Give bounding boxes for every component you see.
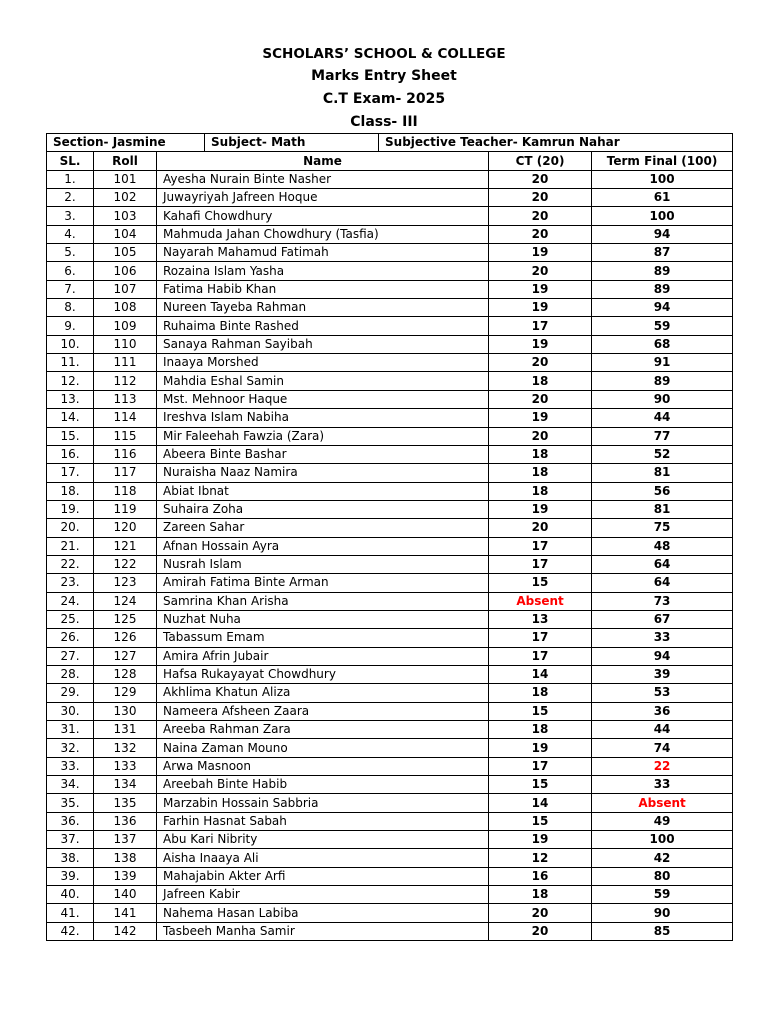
table-row	[47, 189, 733, 207]
ct-cell: 15	[489, 574, 592, 592]
roll-cell: 116	[94, 445, 157, 463]
col-ct-header: CT (20)	[489, 152, 592, 170]
table-row	[47, 354, 733, 372]
tf-cell: 59	[592, 317, 733, 335]
sl-cell: 18.	[47, 482, 94, 500]
name-cell: Juwayriyah Jafreen Hoque	[157, 189, 489, 207]
name-cell: Akhlima Khatun Aliza	[157, 684, 489, 702]
name-cell: Samrina Khan Arisha	[157, 592, 489, 610]
tf-cell: 44	[592, 721, 733, 739]
tf-cell: 81	[592, 464, 733, 482]
sl-cell: 1.	[47, 170, 94, 188]
tf-cell: 49	[592, 812, 733, 830]
table-row	[47, 207, 733, 225]
ct-cell: 14	[489, 794, 592, 812]
table-row	[47, 647, 733, 665]
sl-cell: 40.	[47, 886, 94, 904]
roll-cell: 124	[94, 592, 157, 610]
roll-cell: 142	[94, 922, 157, 940]
tf-cell: 94	[592, 225, 733, 243]
table-row	[47, 519, 733, 537]
ct-cell: 19	[489, 831, 592, 849]
name-cell: Tabassum Emam	[157, 629, 489, 647]
roll-cell: 132	[94, 739, 157, 757]
table-row	[47, 629, 733, 647]
class-title: Class- III	[350, 114, 418, 130]
table-row	[47, 757, 733, 775]
sl-cell: 3.	[47, 207, 94, 225]
ct-cell: 15	[489, 702, 592, 720]
name-cell: Fatima Habib Khan	[157, 280, 489, 298]
tf-cell: 87	[592, 244, 733, 262]
name-cell: Kahafi Chowdhury	[157, 207, 489, 225]
ct-cell: 20	[489, 427, 592, 445]
ct-cell: 19	[489, 500, 592, 518]
meta-row	[47, 134, 733, 152]
name-cell: Areebah Binte Habib	[157, 776, 489, 794]
tf-cell: 94	[592, 299, 733, 317]
name-cell: Nayarah Mahamud Fatimah	[157, 244, 489, 262]
marks-table	[46, 133, 733, 941]
roll-cell: 137	[94, 831, 157, 849]
ct-cell: 15	[489, 776, 592, 794]
tf-cell: 48	[592, 537, 733, 555]
roll-cell: 118	[94, 482, 157, 500]
ct-cell: 20	[489, 390, 592, 408]
sl-cell: 8.	[47, 299, 94, 317]
tf-cell: 100	[592, 831, 733, 849]
tf-cell: 94	[592, 647, 733, 665]
name-cell: Aisha Inaaya Ali	[157, 849, 489, 867]
tf-cell: 53	[592, 684, 733, 702]
tf-cell: 67	[592, 610, 733, 628]
roll-cell: 115	[94, 427, 157, 445]
tf-cell: 39	[592, 665, 733, 683]
tf-cell: 100	[592, 207, 733, 225]
name-cell: Areeba Rahman Zara	[157, 721, 489, 739]
tf-cell: 36	[592, 702, 733, 720]
sl-cell: 15.	[47, 427, 94, 445]
roll-cell: 133	[94, 757, 157, 775]
tf-cell: 64	[592, 555, 733, 573]
table-row	[47, 849, 733, 867]
sl-cell: 6.	[47, 262, 94, 280]
tf-cell: 61	[592, 189, 733, 207]
roll-cell: 140	[94, 886, 157, 904]
name-cell: Sanaya Rahman Sayibah	[157, 335, 489, 353]
name-cell: Inaaya Morshed	[157, 354, 489, 372]
sl-cell: 39.	[47, 867, 94, 885]
ct-cell: 12	[489, 849, 592, 867]
roll-cell: 102	[94, 189, 157, 207]
roll-cell: 128	[94, 665, 157, 683]
ct-cell: 20	[489, 904, 592, 922]
roll-cell: 112	[94, 372, 157, 390]
name-cell: Mahajabin Akter Arfi	[157, 867, 489, 885]
table-row	[47, 922, 733, 940]
tf-cell: 90	[592, 390, 733, 408]
table-row	[47, 500, 733, 518]
ct-cell: 18	[489, 464, 592, 482]
table-row	[47, 225, 733, 243]
tf-cell: 52	[592, 445, 733, 463]
tf-cell: 89	[592, 372, 733, 390]
name-cell: Tasbeeh Manha Samir	[157, 922, 489, 940]
roll-cell: 109	[94, 317, 157, 335]
roll-cell: 104	[94, 225, 157, 243]
table-row	[47, 280, 733, 298]
ct-cell: 18	[489, 482, 592, 500]
name-cell: Ireshva Islam Nabiha	[157, 409, 489, 427]
sl-cell: 12.	[47, 372, 94, 390]
roll-cell: 123	[94, 574, 157, 592]
subject-cell: Subject- Math	[205, 134, 379, 152]
sl-cell: 2.	[47, 189, 94, 207]
table-row	[47, 794, 733, 812]
name-cell: Ayesha Nurain Binte Nasher	[157, 170, 489, 188]
tf-cell: 56	[592, 482, 733, 500]
exam-title: C.T Exam- 2025	[322, 91, 446, 107]
sl-cell: 34.	[47, 776, 94, 794]
tf-cell: 80	[592, 867, 733, 885]
table-row	[47, 574, 733, 592]
roll-cell: 134	[94, 776, 157, 794]
ct-cell: 17	[489, 555, 592, 573]
sl-cell: 13.	[47, 390, 94, 408]
name-cell: Suhaira Zoha	[157, 500, 489, 518]
table-row	[47, 592, 733, 610]
sl-cell: 23.	[47, 574, 94, 592]
table-row	[47, 409, 733, 427]
school-name: SCHOLARS’ SCHOOL & COLLEGE	[262, 46, 506, 62]
col-name-header: Name	[157, 152, 489, 170]
tf-cell: 68	[592, 335, 733, 353]
roll-cell: 138	[94, 849, 157, 867]
roll-cell: 114	[94, 409, 157, 427]
roll-cell: 101	[94, 170, 157, 188]
roll-cell: 120	[94, 519, 157, 537]
name-cell: Arwa Masnoon	[157, 757, 489, 775]
name-cell: Farhin Hasnat Sabah	[157, 812, 489, 830]
table-row	[47, 262, 733, 280]
name-cell: Nuzhat Nuha	[157, 610, 489, 628]
table-row	[47, 665, 733, 683]
ct-cell: 17	[489, 757, 592, 775]
roll-cell: 103	[94, 207, 157, 225]
section-cell: Section- Jasmine	[47, 134, 205, 152]
roll-cell: 117	[94, 464, 157, 482]
sl-cell: 27.	[47, 647, 94, 665]
table-row	[47, 886, 733, 904]
sl-cell: 33.	[47, 757, 94, 775]
ct-cell: 13	[489, 610, 592, 628]
sl-cell: 20.	[47, 519, 94, 537]
table-row	[47, 867, 733, 885]
table-row	[47, 537, 733, 555]
name-cell: Naina Zaman Mouno	[157, 739, 489, 757]
table-row	[47, 372, 733, 390]
table-row	[47, 427, 733, 445]
tf-cell: 81	[592, 500, 733, 518]
roll-cell: 141	[94, 904, 157, 922]
sl-cell: 5.	[47, 244, 94, 262]
sl-cell: 22.	[47, 555, 94, 573]
sl-cell: 4.	[47, 225, 94, 243]
roll-cell: 110	[94, 335, 157, 353]
tf-cell: 100	[592, 170, 733, 188]
name-cell: Nureen Tayeba Rahman	[157, 299, 489, 317]
sl-cell: 11.	[47, 354, 94, 372]
teacher-cell: Subjective Teacher- Kamrun Nahar	[379, 134, 733, 152]
sl-cell: 36.	[47, 812, 94, 830]
ct-cell: 20	[489, 225, 592, 243]
table-row	[47, 482, 733, 500]
tf-cell: 42	[592, 849, 733, 867]
name-cell: Amirah Fatima Binte Arman	[157, 574, 489, 592]
name-cell: Abiat Ibnat	[157, 482, 489, 500]
roll-cell: 122	[94, 555, 157, 573]
roll-cell: 108	[94, 299, 157, 317]
ct-cell: 19	[489, 299, 592, 317]
sl-cell: 28.	[47, 665, 94, 683]
ct-cell: 20	[489, 922, 592, 940]
ct-cell: 20	[489, 262, 592, 280]
table-row	[47, 335, 733, 353]
roll-cell: 113	[94, 390, 157, 408]
roll-cell: 126	[94, 629, 157, 647]
name-cell: Amira Afrin Jubair	[157, 647, 489, 665]
name-cell: Abeera Binte Bashar	[157, 445, 489, 463]
table-row	[47, 390, 733, 408]
sl-cell: 21.	[47, 537, 94, 555]
sl-cell: 7.	[47, 280, 94, 298]
ct-cell: 15	[489, 812, 592, 830]
name-cell: Nameera Afsheen Zaara	[157, 702, 489, 720]
table-row	[47, 812, 733, 830]
name-cell: Jafreen Kabir	[157, 886, 489, 904]
ct-cell: 20	[489, 519, 592, 537]
ct-cell: 18	[489, 372, 592, 390]
table-row	[47, 464, 733, 482]
name-cell: Zareen Sahar	[157, 519, 489, 537]
roll-cell: 121	[94, 537, 157, 555]
sl-cell: 32.	[47, 739, 94, 757]
name-cell: Mahdia Eshal Samin	[157, 372, 489, 390]
ct-cell: 17	[489, 317, 592, 335]
roll-cell: 130	[94, 702, 157, 720]
col-roll-header: Roll	[94, 152, 157, 170]
ct-cell: 18	[489, 721, 592, 739]
sheet-title: Marks Entry Sheet	[311, 68, 457, 84]
table-row	[47, 684, 733, 702]
tf-cell: 33	[592, 776, 733, 794]
tf-cell: 85	[592, 922, 733, 940]
table-row	[47, 244, 733, 262]
sl-cell: 31.	[47, 721, 94, 739]
table-row	[47, 776, 733, 794]
ct-cell: 19	[489, 335, 592, 353]
table-row	[47, 170, 733, 188]
sl-cell: 24.	[47, 592, 94, 610]
table-row	[47, 317, 733, 335]
roll-cell: 125	[94, 610, 157, 628]
ct-cell: 17	[489, 629, 592, 647]
sl-cell: 30.	[47, 702, 94, 720]
roll-cell: 105	[94, 244, 157, 262]
tf-cell: 77	[592, 427, 733, 445]
table-row	[47, 904, 733, 922]
name-cell: Mir Faleehah Fawzia (Zara)	[157, 427, 489, 445]
sl-cell: 19.	[47, 500, 94, 518]
tf-cell: Absent	[592, 794, 733, 812]
name-cell: Abu Kari Nibrity	[157, 831, 489, 849]
roll-cell: 136	[94, 812, 157, 830]
name-cell: Nusrah Islam	[157, 555, 489, 573]
tf-cell: 33	[592, 629, 733, 647]
sl-cell: 25.	[47, 610, 94, 628]
ct-cell: 16	[489, 867, 592, 885]
name-cell: Nuraisha Naaz Namira	[157, 464, 489, 482]
tf-cell: 73	[592, 592, 733, 610]
ct-cell: 20	[489, 207, 592, 225]
roll-cell: 119	[94, 500, 157, 518]
tf-cell: 91	[592, 354, 733, 372]
col-tf-header: Term Final (100)	[592, 152, 733, 170]
table-row	[47, 299, 733, 317]
ct-cell: 20	[489, 170, 592, 188]
tf-cell: 89	[592, 262, 733, 280]
ct-cell: 18	[489, 445, 592, 463]
roll-cell: 131	[94, 721, 157, 739]
sl-cell: 16.	[47, 445, 94, 463]
roll-cell: 129	[94, 684, 157, 702]
tf-cell: 44	[592, 409, 733, 427]
name-cell: Mahmuda Jahan Chowdhury (Tasfia)	[157, 225, 489, 243]
ct-cell: 18	[489, 684, 592, 702]
ct-cell: 14	[489, 665, 592, 683]
sl-cell: 41.	[47, 904, 94, 922]
sl-cell: 14.	[47, 409, 94, 427]
sl-cell: 35.	[47, 794, 94, 812]
sl-cell: 29.	[47, 684, 94, 702]
table-row	[47, 831, 733, 849]
roll-cell: 111	[94, 354, 157, 372]
name-cell: Marzabin Hossain Sabbria	[157, 794, 489, 812]
tf-cell: 89	[592, 280, 733, 298]
sl-cell: 38.	[47, 849, 94, 867]
sl-cell: 17.	[47, 464, 94, 482]
table-row	[47, 445, 733, 463]
table-row	[47, 721, 733, 739]
ct-cell: 17	[489, 537, 592, 555]
sl-cell: 42.	[47, 922, 94, 940]
sl-cell: 9.	[47, 317, 94, 335]
name-cell: Afnan Hossain Ayra	[157, 537, 489, 555]
roll-cell: 127	[94, 647, 157, 665]
table-row	[47, 739, 733, 757]
column-header-row	[47, 152, 733, 170]
ct-cell: 20	[489, 354, 592, 372]
roll-cell: 106	[94, 262, 157, 280]
ct-cell: 17	[489, 647, 592, 665]
tf-cell: 22	[592, 757, 733, 775]
roll-cell: 139	[94, 867, 157, 885]
ct-cell: 20	[489, 189, 592, 207]
tf-cell: 75	[592, 519, 733, 537]
roll-cell: 135	[94, 794, 157, 812]
ct-cell: 18	[489, 886, 592, 904]
name-cell: Mst. Mehnoor Haque	[157, 390, 489, 408]
table-row	[47, 555, 733, 573]
name-cell: Hafsa Rukayayat Chowdhury	[157, 665, 489, 683]
ct-cell: 19	[489, 280, 592, 298]
ct-cell: 19	[489, 244, 592, 262]
tf-cell: 64	[592, 574, 733, 592]
table-row	[47, 702, 733, 720]
col-sl-header: SL.	[47, 152, 94, 170]
tf-cell: 74	[592, 739, 733, 757]
roll-cell: 107	[94, 280, 157, 298]
ct-cell: Absent	[489, 592, 592, 610]
sl-cell: 37.	[47, 831, 94, 849]
ct-cell: 19	[489, 409, 592, 427]
name-cell: Rozaina Islam Yasha	[157, 262, 489, 280]
name-cell: Nahema Hasan Labiba	[157, 904, 489, 922]
name-cell: Ruhaima Binte Rashed	[157, 317, 489, 335]
table-row	[47, 610, 733, 628]
sl-cell: 26.	[47, 629, 94, 647]
tf-cell: 90	[592, 904, 733, 922]
ct-cell: 19	[489, 739, 592, 757]
sl-cell: 10.	[47, 335, 94, 353]
tf-cell: 59	[592, 886, 733, 904]
